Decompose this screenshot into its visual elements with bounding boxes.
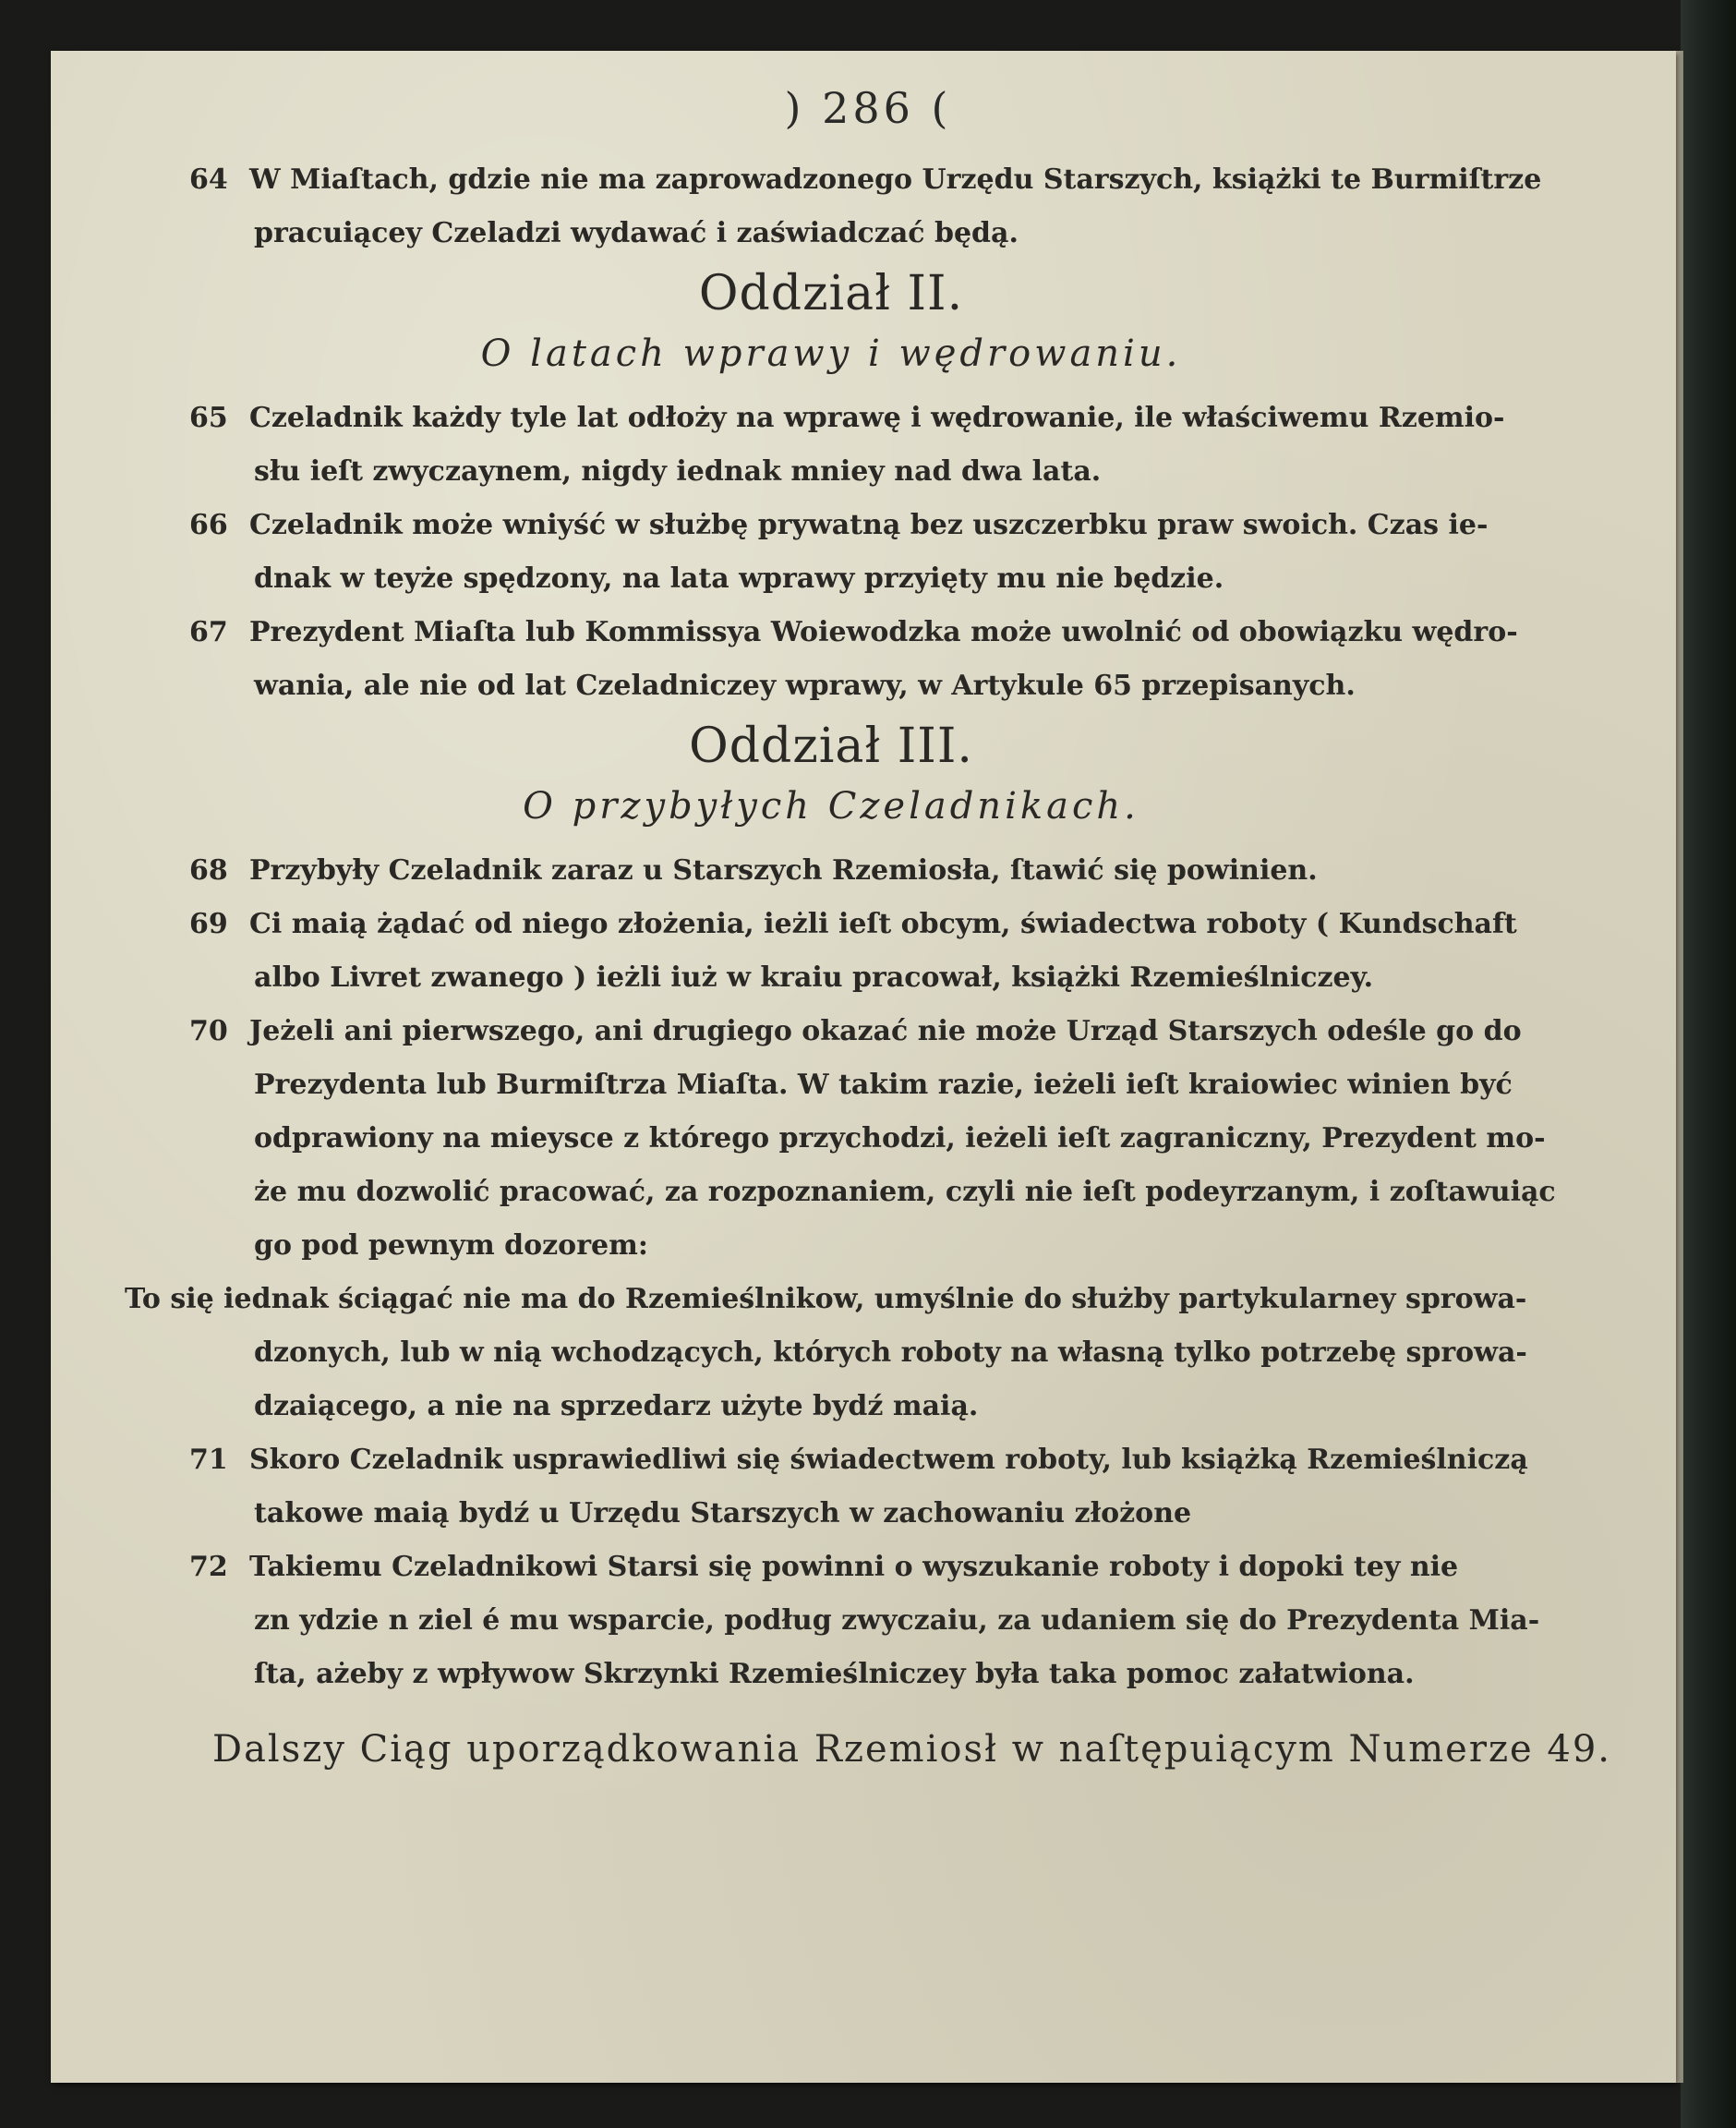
text-line: Jeżeli ani pierwszego, ani drugiego okazać nie może Urząd Starszych odeśle go do xyxy=(249,1015,1522,1047)
section-heading: Oddział II. xyxy=(698,266,964,321)
text-line: ſta, ażeby z wpływow Skrzynki Rzemieślniczey była taka pomoc załatwiona. xyxy=(254,1658,1415,1690)
article-number: 64 xyxy=(189,163,228,196)
text-line: słu ieſt zwyczaynem, nigdy iednak mniey nad dwa lata. xyxy=(254,455,1102,488)
text-line: Skoro Czeladnik usprawiedliwi się świadectwem roboty, lub książką Rzemieślniczą xyxy=(249,1444,1528,1476)
article-number: 70 xyxy=(189,1015,228,1047)
section-subheading: O przybyłych Czeladnikach. xyxy=(523,785,1139,828)
section-heading: Oddział III. xyxy=(689,719,973,774)
text-line: Prezydent Miaſta lub Kommissya Woiewodzka może uwolnić od obowiązku wędro- xyxy=(249,616,1518,648)
text-line: wania, ale nie od lat Czeladniczey wprawy, w Artykule 65 przepisanych. xyxy=(254,670,1356,702)
text-line: Przybyły Czeladnik zaraz u Starszych Rzemiosła, ſtawić się powinien. xyxy=(249,854,1318,887)
page-number: ) 286 ( xyxy=(784,83,952,133)
text-line: Ci maią żądać od niego złożenia, ieżli ieſt obcym, świadectwa roboty ( Kundschaft xyxy=(249,908,1517,940)
article-number: 69 xyxy=(189,908,228,940)
article-paragraph xyxy=(111,499,1551,606)
article-number: 65 xyxy=(189,402,228,434)
text-line: odprawiony na mieysce z którego przychodzi, ieżeli ieſt zagraniczny, Prezydent mo- xyxy=(254,1122,1546,1155)
text-line: W Miaſtach, gdzie nie ma zaprowadzonego Urzędu Starszych, książki te Burmiſtrze xyxy=(249,163,1542,196)
text-line: Prezydenta lub Burmiſtrza Miaſta. W takim razie, ieżeli ieſt kraiowiec winien być xyxy=(254,1069,1513,1101)
text-line: Czeladnik każdy tyle lat odłoży na wprawę i wędrowanie, ile właściwemu Rzemio- xyxy=(249,402,1505,434)
text-line: dzonych, lub w nią wchodzących, których roboty na własną tylko potrzebę sprowa- xyxy=(254,1336,1527,1369)
article-number: 68 xyxy=(189,854,228,887)
article-paragraph xyxy=(111,1005,1556,1273)
text-line: zn ydzie n ziel é mu wsparcie, podług zwyczaiu, za udaniem się do Prezydenta Mia- xyxy=(254,1604,1540,1637)
continuation-note: Dalszy Ciąg uporządkowania Rzemiosł w naſtępuiącym Numerze 49. xyxy=(212,1728,1612,1771)
text-line: To się iednak ściągać nie ma do Rzemieślnikow, umyślnie do służby partykularney sprowa- xyxy=(125,1283,1527,1315)
text-line: pracuiącey Czeladzi wydawać i zaświadczać będą. xyxy=(254,217,1019,249)
text-line: dzaiącego, a nie na sprzedarz użyte bydź maią. xyxy=(254,1390,979,1422)
text-line: dnak w teyże spędzony, na lata wprawy przyięty mu nie będzie. xyxy=(254,562,1224,595)
text-line: go pod pewnym dozorem: xyxy=(254,1229,648,1262)
article-paragraph xyxy=(111,606,1551,713)
text-line: że mu dozwolić pracować, za rozpoznaniem, czyli nie ieſt podeyrzanym, i zoſtawuiąc xyxy=(254,1176,1556,1208)
article-paragraph xyxy=(111,392,1551,499)
text-line: takowe maią bydź u Urzędu Starszych w zachowaniu złożone xyxy=(254,1497,1192,1530)
article-paragraph xyxy=(111,898,1551,1005)
text-line: Takiemu Czeladnikowi Starsi się powinni o wyszukanie roboty i dopoki tey nie xyxy=(249,1551,1459,1583)
article-number: 71 xyxy=(189,1444,228,1476)
section-subheading: O latach wprawy i wędrowaniu. xyxy=(480,332,1182,375)
article-paragraph xyxy=(111,844,1551,898)
text-line: Czeladnik może wniyść w służbę prywatną bez uszczerbku praw swoich. Czas ie- xyxy=(249,509,1489,541)
article-number: 72 xyxy=(189,1551,228,1583)
page-edge xyxy=(1676,51,1683,2083)
article-number: 66 xyxy=(189,509,228,541)
book-binding xyxy=(1681,0,1736,2128)
article-paragraph xyxy=(111,1541,1551,1701)
article-paragraph xyxy=(111,153,1551,260)
sections-container xyxy=(111,153,1556,1701)
unnumbered-paragraph xyxy=(111,1273,1551,1433)
text-line: albo Livret zwanego ) ieżli iuż w kraiu pracował, książki Rzemieślniczey. xyxy=(254,961,1374,994)
article-number: 67 xyxy=(189,616,228,648)
article-paragraph xyxy=(111,1433,1551,1541)
page-content xyxy=(111,83,1612,1777)
